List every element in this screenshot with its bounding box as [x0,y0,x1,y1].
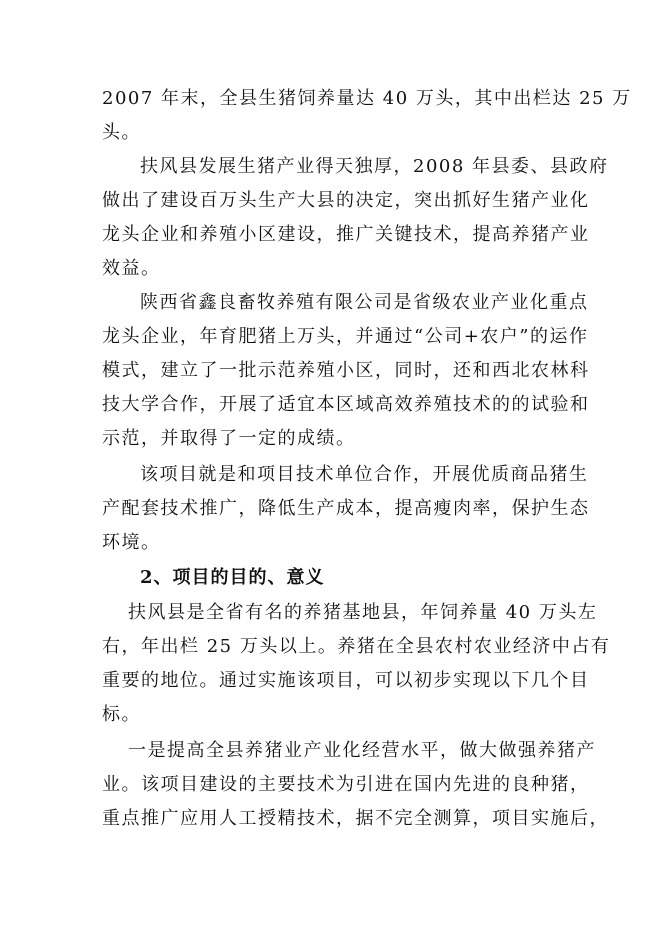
paragraph-line: 标。 [102,704,141,725]
paragraph-line: 重要的地位。通过实施该项目，可以初步实现以下几个目 [102,670,590,691]
paragraph-line: 技大学合作，开展了适宜本区域高效养殖技术的的试验和 [102,394,590,415]
paragraph-line: 扶风县发展生猪产业得天独厚，2008 年县委、县政府 [140,156,609,177]
paragraph-line: 效益。 [102,258,161,279]
paragraph-line: 业。该项目建设的主要技术为引进在国内先进的良种猪， [102,774,590,795]
paragraph-line: 该项目就是和项目技术单位合作，开展优质商品猪生 [140,464,589,485]
paragraph-line: 示范，并取得了一定的成绩。 [102,428,356,449]
paragraph-line: 右，年出栏 25 万头以上。养猪在全县农村农业经济中占有 [102,636,611,657]
section-heading: 2、项目的目的、意义 [140,567,325,588]
paragraph-line: 扶风县是全省有名的养猪基地县，年饲养量 40 万头左 [128,602,598,623]
paragraph-line: 龙头企业和养殖小区建设，推广关键技术，提高养猪产业 [102,224,590,245]
paragraph-line: 2007 年末，全县生猪饲养量达 40 万头，其中出栏达 25 万 [102,88,632,109]
paragraph-line: 环境。 [102,532,161,553]
paragraph-line: 做出了建设百万头生产大县的决定，突出抓好生猪产业化 [102,190,590,211]
paragraph-line: 陕西省鑫良畜牧养殖有限公司是省级农业产业化重点 [140,292,589,313]
paragraph-line: 头。 [102,122,141,143]
paragraph-line: 龙头企业，年育肥猪上万头，并通过“公司+农户”的运作 [102,326,589,347]
paragraph-line: 产配套技术推广，降低生产成本，提高瘦肉率，保护生态 [102,498,590,519]
paragraph-line: 模式，建立了一批示范养殖小区，同时，还和西北农林科 [102,360,590,381]
paragraph-line: 重点推广应用人工授精技术，据不完全测算，项目实施后， [102,808,609,829]
paragraph-line: 一是提高全县养猪业产业化经营水平，做大做强养猪产 [128,740,596,761]
